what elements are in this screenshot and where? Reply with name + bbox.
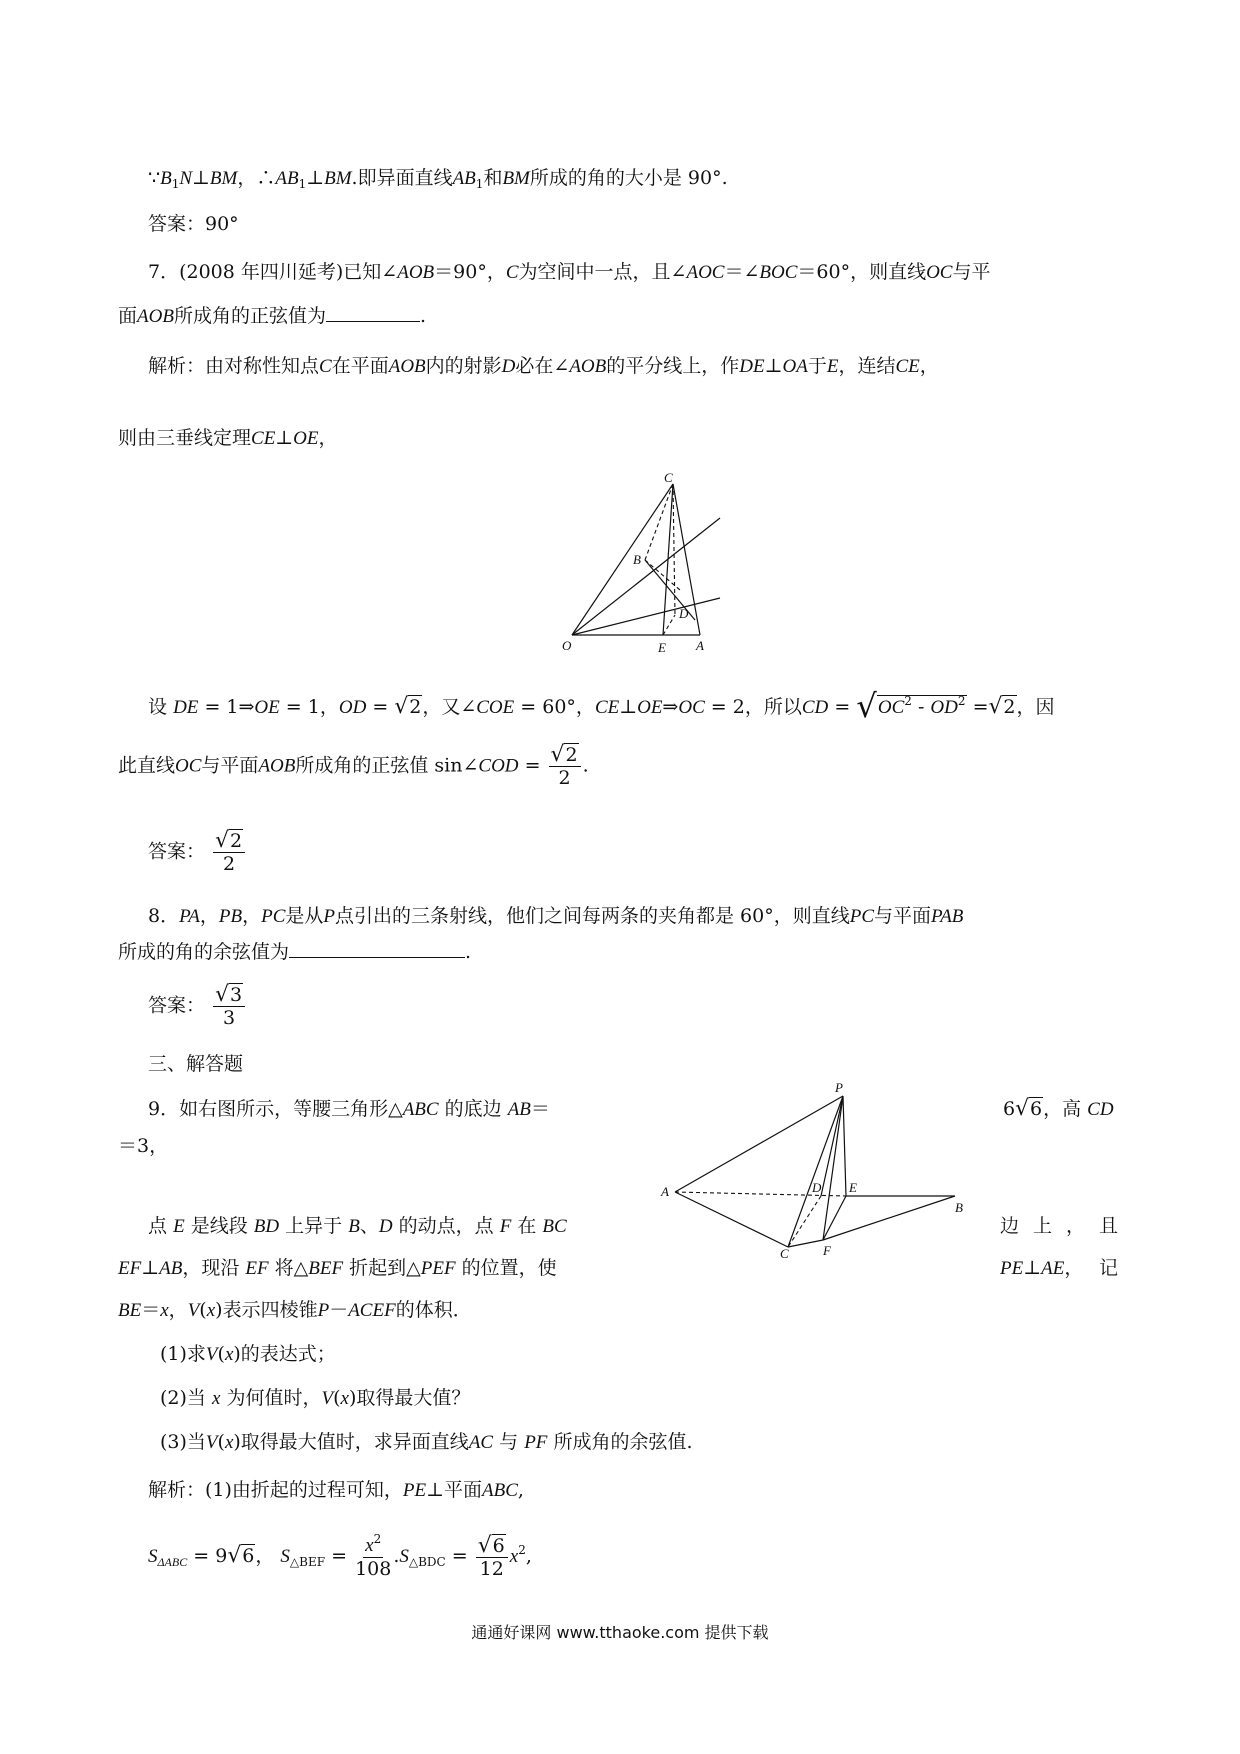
section-heading-3: 三、解答题: [148, 1053, 244, 1075]
question-9-line1-left: 9．如右图所示，等腰三角形△ABC 的底边 AB＝: [148, 1098, 550, 1120]
edge-pf: [823, 1096, 843, 1240]
bisector-od: [572, 598, 720, 635]
question-9-line5: BE＝x，V(x)表示四棱锥P－ACEF的体积．: [118, 1299, 472, 1321]
label-f: F: [823, 1243, 831, 1258]
solution-7-line2: 则由三垂线定理CE⊥OE，: [118, 427, 338, 449]
solution-9-line1: 解析：(1)由折起的过程可知，PE⊥平面ABC,: [148, 1479, 524, 1501]
figure-projection-diagram: [560, 470, 730, 660]
answer-6: 答案：90°: [148, 213, 239, 235]
label-e: E: [658, 640, 666, 655]
computation-line2: 此直线OC与平面AOB所成角的正弦值 sin∠COD = $\frac{√2}{2}$ .: [118, 742, 589, 789]
question-9-line3-left: 点 E 是线段 BD 上异于 B、D 的动点，点 F 在 BC: [148, 1215, 567, 1237]
proof-conclusion-line: $\because B_1N\perp BM$，$\therefore AB_1\perp BM$.即异面直线$AB_1$和BM所成的角的大小是 90°.: [148, 167, 728, 191]
question-9-line4-right: PE⊥AE， 记: [1000, 1257, 1118, 1279]
question-9-part3: (3)当V(x)取得最大值时，求异面直线AC 与 PF 所成角的余弦值.: [160, 1431, 693, 1453]
page-footer: 通通好课网 www.tthaoke.com 提供下载: [471, 1623, 769, 1642]
question-9-part2: (2)当 x 为何值时，V(x)取得最大值？: [160, 1387, 471, 1409]
label-b: B: [633, 552, 641, 567]
answer-7: 答案： $\frac{√2}{2}$: [148, 830, 247, 875]
label-d: D: [812, 1180, 822, 1195]
label-d: D: [679, 606, 689, 621]
question-7-line1: 7．(2008 年四川延考)已知∠AOB＝90°，C为空间中一点，且∠AOC＝∠BOC＝60°，则直线OC与平: [148, 261, 991, 283]
fraction-sqrt2-over-2: $\frac{√2}{2}$: [549, 744, 581, 789]
question-9-line4-left: EF⊥AB，现沿 EF 将△BEF 折起到△PEF 的位置，使: [118, 1257, 557, 1279]
question-8-line2: 所成的角的余弦值为 .: [118, 941, 472, 963]
computation-line1: 设 DE = 1⇒OE = 1，OD = √2，又∠COE = 60°，CE⊥OE⇒OC = 2，所以CD = $√OC^2 - OD^2 =√2$，因: [148, 687, 1055, 725]
edge-co: [572, 484, 673, 635]
question-9-line1-right: 6√6，高 CD: [1003, 1096, 1114, 1121]
answer-blank: [289, 939, 465, 958]
answer-blank: [326, 303, 420, 322]
edge-pe: [843, 1096, 846, 1196]
label-o: O: [562, 638, 572, 653]
label-b: B: [955, 1200, 963, 1215]
label-c: C: [780, 1246, 789, 1260]
edge-ap: [675, 1096, 843, 1192]
dashed-dc: [788, 1196, 821, 1247]
question-8-line1: 8．PA，PB，PC是从P点引出的三条射线，他们之间每两条的夹角都是 60°，则直线PC与平面PAB: [148, 905, 964, 927]
question-9-line2: ＝3，: [118, 1135, 169, 1157]
label-a: A: [661, 1184, 669, 1199]
figure-folded-pyramid: [655, 1080, 985, 1260]
label-e: E: [849, 1180, 857, 1195]
solution-9-formula: $S_{\Delta ABC} = 9√6$， $S_{\triangle BEF}$ = $\frac{x^2}{108}$ $.S_{\triangle BDC}$ = $\frac{√6}{12}$ $x^2$,: [148, 1532, 532, 1580]
edge-ac: [675, 1192, 788, 1247]
question-7-line2: 面AOB所成角的正弦值为 .: [118, 305, 427, 327]
label-a: A: [696, 638, 704, 653]
label-p: P: [835, 1080, 843, 1095]
edge-cf: [788, 1240, 823, 1247]
question-9-part1: (1)求V(x)的表达式；: [160, 1343, 336, 1365]
label-c: C: [664, 470, 673, 485]
answer-8: 答案： $\frac{√3}{3}$: [148, 984, 247, 1029]
ray-ob: [572, 518, 720, 635]
solution-7-line1: 解析：由对称性知点C在平面AOB内的射影D必在∠AOB的平分线上，作DE⊥OA于E，连结CE，: [148, 355, 939, 377]
question-9-line3-right: 边 上 ， 且: [1000, 1215, 1118, 1237]
dashed-de: [663, 615, 675, 635]
edge-pc: [788, 1096, 843, 1247]
